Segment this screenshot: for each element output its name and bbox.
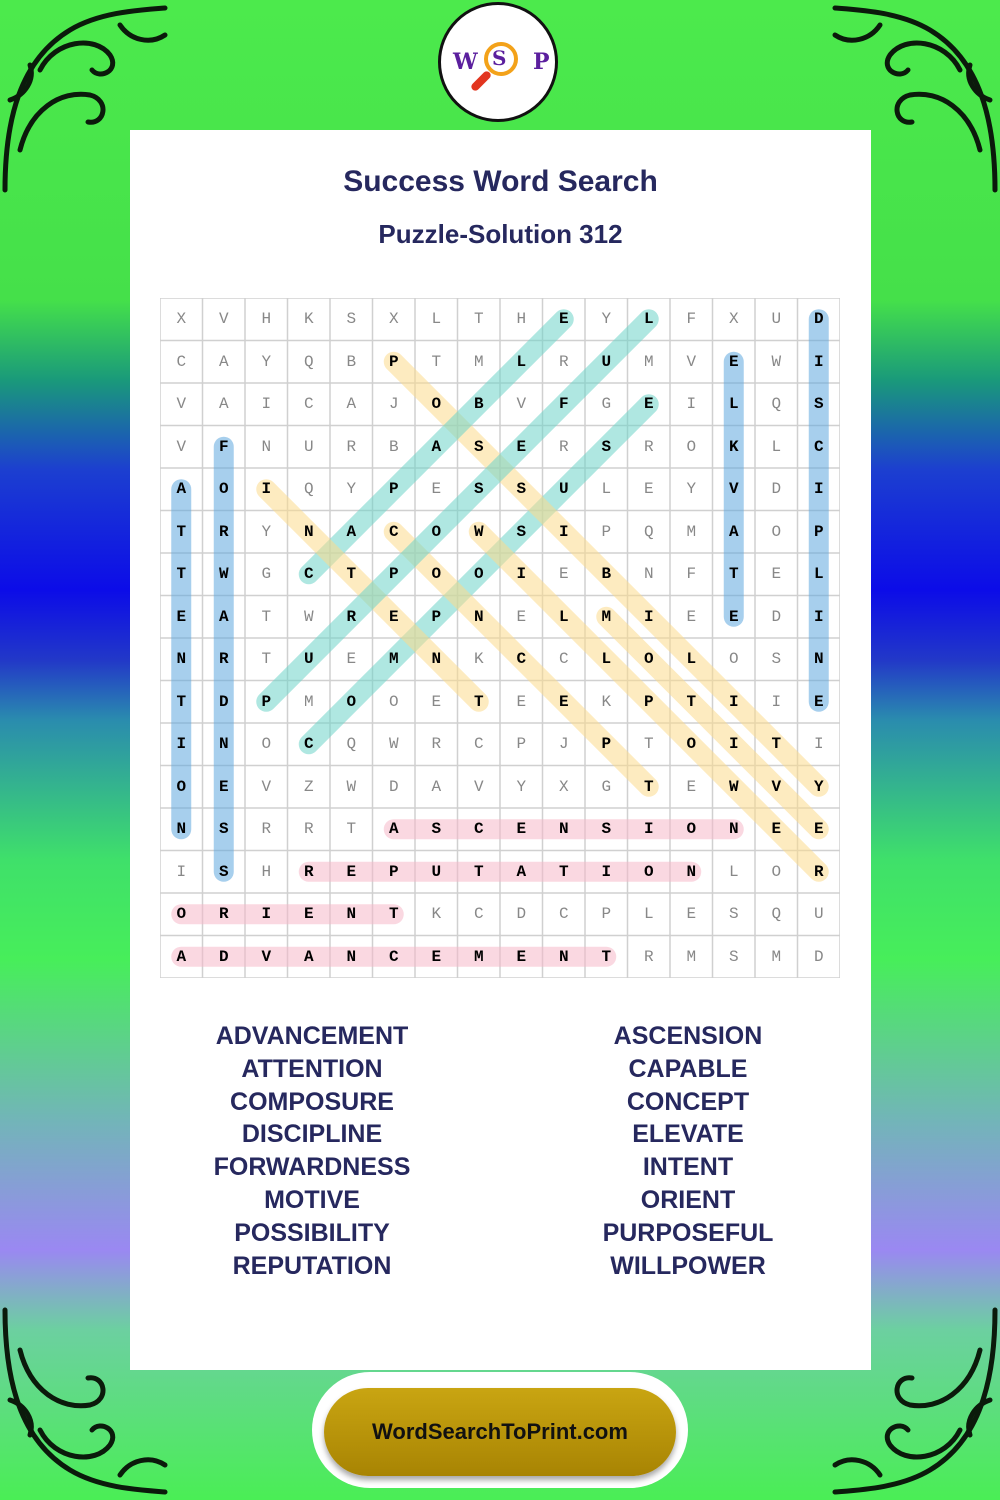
- grid-cell: V: [516, 395, 527, 414]
- grid-cell: C: [516, 650, 527, 669]
- grid-cell: J: [388, 395, 399, 414]
- grid-cell: C: [473, 735, 484, 754]
- grid-cell: P: [431, 607, 442, 626]
- grid-cell: M: [686, 947, 697, 966]
- grid-cell: L: [771, 437, 782, 456]
- grid-cell: N: [261, 437, 272, 456]
- grid-cell: U: [303, 650, 314, 669]
- grid-cell: L: [601, 480, 612, 499]
- grid-cell: L: [601, 650, 612, 669]
- grid-cell: E: [558, 310, 569, 329]
- grid-cell: L: [643, 905, 654, 924]
- grid-cell: R: [813, 862, 824, 881]
- grid-cell: E: [813, 692, 824, 711]
- grid-cell: O: [686, 820, 697, 839]
- word-list-item: ATTENTION: [241, 1054, 383, 1083]
- grid-cell: N: [686, 862, 697, 881]
- grid-cell: T: [601, 947, 612, 966]
- grid-cell: P: [643, 692, 654, 711]
- grid-cell: P: [601, 735, 612, 754]
- grid-cell: O: [218, 480, 229, 499]
- grid-cell: F: [686, 565, 697, 584]
- grid-cell: N: [473, 607, 484, 626]
- site-link-button[interactable]: WordSearchToPrint.com: [324, 1388, 676, 1476]
- grid-cell: B: [388, 437, 399, 456]
- grid-cell: A: [176, 480, 187, 499]
- grid-cell: Y: [813, 777, 824, 796]
- letter-grid: [160, 298, 840, 978]
- grid-cell: R: [303, 862, 314, 881]
- grid-cell: W: [771, 352, 782, 371]
- grid-cell: T: [771, 735, 782, 754]
- grid-cell: E: [728, 607, 739, 626]
- grid-cell: Q: [303, 352, 314, 371]
- grid-cell: Y: [261, 522, 272, 541]
- grid-cell: L: [728, 862, 739, 881]
- grid-cell: E: [346, 862, 357, 881]
- grid-cell: C: [558, 650, 569, 669]
- word-list-left: [162, 1020, 462, 1282]
- grid-cell: T: [643, 735, 654, 754]
- grid-cell: R: [218, 650, 229, 669]
- grid-cell: O: [771, 862, 782, 881]
- grid-cell: P: [388, 352, 399, 371]
- grid-cell: R: [218, 905, 229, 924]
- grid-cell: O: [388, 692, 399, 711]
- grid-cell: T: [261, 650, 272, 669]
- grid-cell: Q: [771, 395, 782, 414]
- grid-cell: N: [728, 820, 739, 839]
- grid-cell: D: [813, 947, 824, 966]
- grid-cell: V: [261, 947, 272, 966]
- logo-letter-p: P: [533, 49, 550, 75]
- grid-cell: I: [643, 820, 654, 839]
- grid-cell: S: [728, 947, 739, 966]
- grid-cell: N: [431, 650, 442, 669]
- grid-cell: G: [601, 777, 612, 796]
- grid-cell: U: [303, 437, 314, 456]
- grid-cell: E: [431, 480, 442, 499]
- page-title: Success Word Search: [343, 165, 658, 198]
- grid-cell: M: [601, 607, 612, 626]
- grid-cell: K: [601, 692, 612, 711]
- grid-cell: I: [261, 395, 272, 414]
- grid-cell: E: [303, 905, 314, 924]
- grid-cell: D: [516, 905, 527, 924]
- grid-cell: E: [686, 777, 697, 796]
- grid-cell: C: [303, 565, 314, 584]
- grid-cell: D: [218, 947, 229, 966]
- grid-cell: N: [558, 947, 569, 966]
- grid-cell: Q: [771, 905, 782, 924]
- grid-cell: Y: [516, 777, 527, 796]
- grid-cell: A: [218, 607, 229, 626]
- grid-cell: T: [176, 565, 187, 584]
- word-list-item: ASCENSION: [613, 1022, 763, 1050]
- grid-cell: O: [686, 735, 697, 754]
- grid-cell: O: [771, 522, 782, 541]
- grid-cell: Y: [686, 480, 697, 499]
- grid-cell: D: [813, 310, 824, 329]
- grid-cell: E: [686, 905, 697, 924]
- grid-cell: V: [218, 310, 229, 329]
- grid-cell: P: [516, 735, 527, 754]
- grid-cell: T: [388, 905, 399, 924]
- grid-cell: K: [473, 650, 484, 669]
- word-list-item: ORIENT: [640, 1185, 736, 1214]
- grid-cell: I: [813, 352, 824, 371]
- grid-cell: E: [431, 947, 442, 966]
- grid-cell: P: [261, 692, 272, 711]
- grid-cell: E: [516, 437, 527, 456]
- grid-cell: V: [728, 480, 739, 499]
- grid-cell: R: [346, 437, 357, 456]
- grid-cell: M: [303, 692, 314, 711]
- grid-cell: R: [558, 352, 569, 371]
- grid-cell: S: [473, 480, 484, 499]
- puzzle-card: [130, 130, 871, 1370]
- grid-cell: V: [686, 352, 697, 371]
- grid-cell: Q: [303, 480, 314, 499]
- grid-cell: I: [176, 735, 187, 754]
- grid-cell: E: [771, 820, 782, 839]
- grid-cell: L: [813, 565, 824, 584]
- grid-cell: Y: [261, 352, 272, 371]
- grid-cell: A: [346, 395, 357, 414]
- grid-cell: X: [388, 310, 399, 329]
- grid-cell: E: [431, 692, 442, 711]
- grid-cell: O: [431, 395, 442, 414]
- grid-cell: N: [346, 905, 357, 924]
- grid-cell: C: [303, 735, 314, 754]
- grid-cell: U: [601, 352, 612, 371]
- grid-cell: T: [176, 522, 187, 541]
- footer-badge: [312, 1372, 688, 1488]
- grid-cell: D: [771, 607, 782, 626]
- grid-cell: W: [346, 777, 357, 796]
- grid-cell: E: [516, 947, 527, 966]
- grid-cell: I: [686, 395, 697, 414]
- grid-cell: C: [813, 437, 824, 456]
- grid-cell: X: [558, 777, 569, 796]
- grid-cell: L: [686, 650, 697, 669]
- word-list-item: POSSIBILITY: [234, 1218, 390, 1247]
- grid-cell: I: [728, 735, 739, 754]
- grid-cell: O: [261, 735, 272, 754]
- grid-cell: C: [388, 947, 399, 966]
- grid-cell: T: [346, 565, 357, 584]
- word-list-item: PURPOSEFUL: [602, 1218, 774, 1247]
- grid-cell: T: [728, 565, 739, 584]
- word-list-item: MOTIVE: [264, 1185, 360, 1214]
- grid-cell: W: [303, 607, 314, 626]
- grid-cell: T: [473, 862, 484, 881]
- grid-cell: I: [813, 735, 824, 754]
- grid-cell: I: [261, 905, 272, 924]
- grid-cell: T: [431, 352, 442, 371]
- grid-cell: K: [728, 437, 739, 456]
- grid-cell: R: [643, 437, 654, 456]
- word-search-grid: [160, 298, 840, 978]
- word-list-item: FORWARDNESS: [213, 1153, 411, 1182]
- grid-cell: N: [558, 820, 569, 839]
- grid-cell: T: [686, 692, 697, 711]
- grid-cell: M: [771, 947, 782, 966]
- grid-cell: I: [176, 862, 187, 881]
- grid-cell: Q: [643, 522, 654, 541]
- grid-cell: U: [813, 905, 824, 924]
- word-list-item: ELEVATE: [632, 1120, 744, 1149]
- grid-cell: W: [218, 565, 229, 584]
- grid-cell: U: [771, 310, 782, 329]
- grid-cell: O: [473, 565, 484, 584]
- grid-cell: L: [728, 395, 739, 414]
- grid-cell: R: [431, 735, 442, 754]
- grid-cell: T: [473, 692, 484, 711]
- grid-cell: R: [218, 522, 229, 541]
- word-list-item: ADVANCEMENT: [215, 1022, 409, 1050]
- grid-cell: V: [176, 395, 187, 414]
- grid-cell: S: [601, 437, 612, 456]
- word-list-item: REPUTATION: [232, 1251, 392, 1280]
- grid-cell: K: [303, 310, 314, 329]
- grid-cell: Y: [346, 480, 357, 499]
- grid-cell: E: [813, 820, 824, 839]
- word-list-item: COMPOSURE: [230, 1087, 394, 1116]
- grid-cell: H: [516, 310, 527, 329]
- page-subtitle: Puzzle-Solution 312: [378, 219, 623, 249]
- grid-cell: S: [218, 820, 229, 839]
- grid-cell: T: [643, 777, 654, 796]
- grid-cell: D: [218, 692, 229, 711]
- grid-cell: F: [558, 395, 569, 414]
- grid-cell: E: [558, 565, 569, 584]
- grid-cell: A: [346, 522, 357, 541]
- grid-cell: L: [431, 310, 442, 329]
- grid-cell: N: [176, 650, 187, 669]
- grid-cell: O: [346, 692, 357, 711]
- grid-cell: Y: [601, 310, 612, 329]
- grid-cell: T: [176, 692, 187, 711]
- grid-cell: E: [218, 777, 229, 796]
- grid-cell: E: [388, 607, 399, 626]
- grid-cell: F: [218, 437, 229, 456]
- grid-cell: B: [346, 352, 357, 371]
- grid-cell: T: [261, 607, 272, 626]
- grid-cell: R: [303, 820, 314, 839]
- grid-cell: P: [388, 565, 399, 584]
- grid-cell: B: [601, 565, 612, 584]
- grid-cell: M: [473, 947, 484, 966]
- grid-cell: P: [601, 905, 612, 924]
- grid-cell: L: [643, 310, 654, 329]
- grid-cell: D: [771, 480, 782, 499]
- grid-cell: V: [473, 777, 484, 796]
- grid-cell: V: [261, 777, 272, 796]
- grid-cell: W: [388, 735, 399, 754]
- grid-cell: I: [813, 607, 824, 626]
- grid-cell: N: [346, 947, 357, 966]
- grid-cell: I: [643, 607, 654, 626]
- grid-cell: C: [176, 352, 187, 371]
- grid-cell: S: [516, 522, 527, 541]
- grid-cell: M: [686, 522, 697, 541]
- grid-cell: C: [388, 522, 399, 541]
- grid-cell: C: [473, 820, 484, 839]
- grid-cell: N: [218, 735, 229, 754]
- grid-cell: O: [176, 905, 187, 924]
- grid-cell: A: [218, 352, 229, 371]
- grid-cell: Q: [346, 735, 357, 754]
- grid-cell: E: [516, 607, 527, 626]
- word-list-right: [538, 1020, 838, 1282]
- grid-cell: I: [771, 692, 782, 711]
- grid-cell: W: [728, 777, 739, 796]
- grid-cell: O: [728, 650, 739, 669]
- word-list-item: INTENT: [642, 1153, 734, 1182]
- grid-cell: E: [643, 395, 654, 414]
- grid-cell: E: [771, 565, 782, 584]
- grid-cell: X: [176, 310, 187, 329]
- grid-cell: A: [431, 437, 442, 456]
- logo-letter-w: W: [453, 49, 478, 75]
- grid-cell: I: [601, 862, 612, 881]
- grid-cell: S: [516, 480, 527, 499]
- grid-cell: R: [261, 820, 272, 839]
- grid-cell: P: [388, 862, 399, 881]
- grid-cell: N: [303, 522, 314, 541]
- grid-cell: A: [728, 522, 739, 541]
- grid-cell: H: [261, 310, 272, 329]
- grid-cell: M: [643, 352, 654, 371]
- grid-cell: I: [558, 522, 569, 541]
- grid-cell: C: [473, 905, 484, 924]
- grid-cell: P: [601, 522, 612, 541]
- grid-cell: D: [388, 777, 399, 796]
- grid-cell: R: [643, 947, 654, 966]
- grid-cell: E: [176, 607, 187, 626]
- grid-cell: W: [473, 522, 484, 541]
- grid-cell: E: [686, 607, 697, 626]
- word-list-item: CAPABLE: [628, 1054, 748, 1083]
- grid-cell: J: [558, 735, 569, 754]
- grid-cell: I: [516, 565, 527, 584]
- word-list-item: CONCEPT: [626, 1087, 750, 1116]
- grid-cell: I: [728, 692, 739, 711]
- grid-cell: K: [431, 905, 442, 924]
- grid-cell: X: [728, 310, 739, 329]
- grid-cell: O: [643, 862, 654, 881]
- grid-cell: F: [686, 310, 697, 329]
- grid-cell: V: [771, 777, 782, 796]
- grid-cell: A: [218, 395, 229, 414]
- grid-cell: E: [643, 480, 654, 499]
- grid-cell: G: [601, 395, 612, 414]
- grid-cell: Z: [303, 777, 314, 796]
- grid-cell: S: [601, 820, 612, 839]
- grid-cell: I: [261, 480, 272, 499]
- grid-cell: P: [813, 522, 824, 541]
- grid-cell: U: [558, 480, 569, 499]
- grid-cell: C: [303, 395, 314, 414]
- grid-cell: O: [431, 565, 442, 584]
- grid-cell: A: [431, 777, 442, 796]
- grid-cell: E: [516, 820, 527, 839]
- grid-cell: M: [388, 650, 399, 669]
- grid-cell: R: [346, 607, 357, 626]
- grid-cell: E: [346, 650, 357, 669]
- grid-cell: A: [303, 947, 314, 966]
- grid-cell: A: [516, 862, 527, 881]
- grid-cell: N: [643, 565, 654, 584]
- grid-cell: S: [728, 905, 739, 924]
- grid-cell: O: [431, 522, 442, 541]
- grid-cell: A: [388, 820, 399, 839]
- grid-cell: E: [516, 692, 527, 711]
- grid-cell: R: [558, 437, 569, 456]
- grid-cell: A: [176, 947, 187, 966]
- grid-cell: L: [558, 607, 569, 626]
- grid-cell: O: [176, 777, 187, 796]
- grid-cell: B: [473, 395, 484, 414]
- grid-cell: T: [473, 310, 484, 329]
- grid-cell: S: [346, 310, 357, 329]
- grid-cell: C: [558, 905, 569, 924]
- grid-cell: P: [388, 480, 399, 499]
- grid-cell: O: [643, 650, 654, 669]
- grid-cell: S: [813, 395, 824, 414]
- grid-cell: I: [813, 480, 824, 499]
- word-list-item: WILLPOWER: [610, 1251, 766, 1280]
- wsp-logo: [438, 2, 558, 122]
- word-list-item: DISCIPLINE: [241, 1120, 383, 1149]
- grid-cell: N: [176, 820, 187, 839]
- grid-cell: S: [431, 820, 442, 839]
- grid-cell: N: [813, 650, 824, 669]
- grid-cell: T: [558, 862, 569, 881]
- grid-cell: S: [473, 437, 484, 456]
- grid-cell: L: [516, 352, 527, 371]
- grid-cell: G: [261, 565, 272, 584]
- logo-letter-s: S: [492, 46, 507, 70]
- grid-cell: E: [558, 692, 569, 711]
- grid-cell: S: [218, 862, 229, 881]
- grid-cell: V: [176, 437, 187, 456]
- grid-cell: U: [431, 862, 442, 881]
- grid-cell: H: [261, 862, 272, 881]
- grid-cell: O: [686, 437, 697, 456]
- grid-cell: M: [473, 352, 484, 371]
- grid-cell: E: [728, 352, 739, 371]
- grid-cell: S: [771, 650, 782, 669]
- grid-cell: T: [346, 820, 357, 839]
